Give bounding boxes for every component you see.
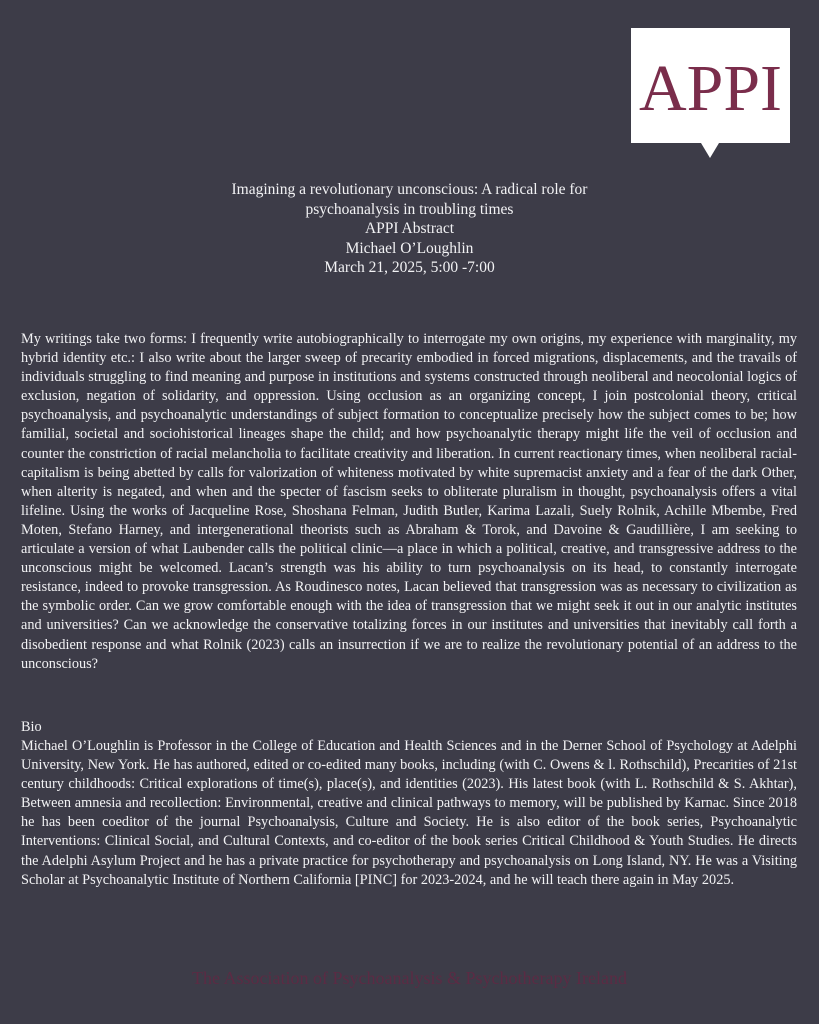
document-header <box>0 180 819 278</box>
appi-logo <box>631 28 790 143</box>
subtitle: APPI Abstract <box>364 220 455 238</box>
footer-organization: The Association of Psychoanalysis & Psychotherapy Ireland <box>192 968 627 988</box>
title-line-1: Imagining a revolutionary unconscious: A radical role for <box>231 181 588 198</box>
logo-text: APPI <box>638 51 783 125</box>
bio-paragraph: Michael O’Loughlin is Professor in the College of Education and Health Sciences and in the Derner School of Psychology at Adelphi University, New York. He has authored, edited or co-edited many books, including (with C. Owens & l. Rothschild), Precarities of 21st century childhoods: Critical explorations of time(s), place(s), and identities (2023). His latest book (with L. Rothschild & S. Akhtar), Between amnesia and recollection: Environmental, creative and clinical pathways to memory, will be published by Karnac. Since 2018 he has been coeditor of the journal Psychoanalysis, Culture and Society. He is also editor of the book series, Psychoanalytic Interventions: Clinical Social, and Cultural Contexts, and co-editor of the book series Critical Childhood & Youth Studies. He directs the Adelphi Asylum Project and he has a private practice for psychotherapy and psychoanalysis on Long Island, NY. He was a Visiting Scholar at Psychoanalytic Institute of Northern California [PINC] for 2023-2024, and he will teach there again in May 2025. <box>21 738 797 888</box>
author-name: Michael O’Loughlin <box>345 239 474 257</box>
event-date: March 21, 2025, 5:00 -7:00 <box>324 259 495 277</box>
abstract-paragraph: My writings take two forms: I frequently write autobiographically to interrogate my own origins, my experience with marginality, my hybrid identity etc.: I also write about the larger sweep of precarity embodied in forced migrations, displacements, and the travails of individuals struggling to find meaning and purpose in institutions and systems constructed through neoliberal and neocolonial logics of exclusion, negation of solidarity, and oppression. Using occlusion as an organizing concept, I join postcolonial theory, critical psychoanalysis, and psychoanalytic understandings of subject formation to conceptualize precisely how the subject comes to be; how familial, societal and sociohistorical lineages shape the child; and how psychoanalytic therapy might life the veil of occlusion and counter the constriction of racial melancholia to facilitate creativity and liberation. In current reactionary times, when neoliberal racial-capitalism is being abetted by calls for valorization of whiteness motivated by white supremacist anxiety and a fear of the dark Other, when alterity is negated, and when and the specter of fascism seeks to obliterate pluralism in thought, psychoanalysis offers a vital lifeline. Using the works of Jacqueline Rose, Shoshana Felman, Judith Butler, Karima Lazali, Suely Rolnik, Achille Mbembe, Fred Moten, Stefano Harney, and intergenerational theorists such as Abraham & Torok, and Davoine & Gaudillière, I am seeking to articulate a version of what Laubender calls the political clinic—a place in which a political, creative, and transgressive address to the unconscious might be welcomed. Lacan’s strength was his ability to turn psychoanalysis on its head, to constantly interrogate resistance, indeed to provoke transgression. As Roudinesco notes, Lacan believed that transgression was as necessary to civilization as the symbolic order. Can we grow comfortable enough with the idea of transgression that we might seek it out in our analytic institutes and universities? Can we acknowledge the conservative totalizing forces in our institutes and universities that inevitably call forth a disobedient response and what Rolnik (2023) calls an insurrection if we are to realize the revolutionary potential of an address to the unconscious? <box>21 331 797 672</box>
bio-heading: Bio <box>21 719 42 735</box>
title-line-2: psychoanalysis in troubling times <box>305 200 514 218</box>
